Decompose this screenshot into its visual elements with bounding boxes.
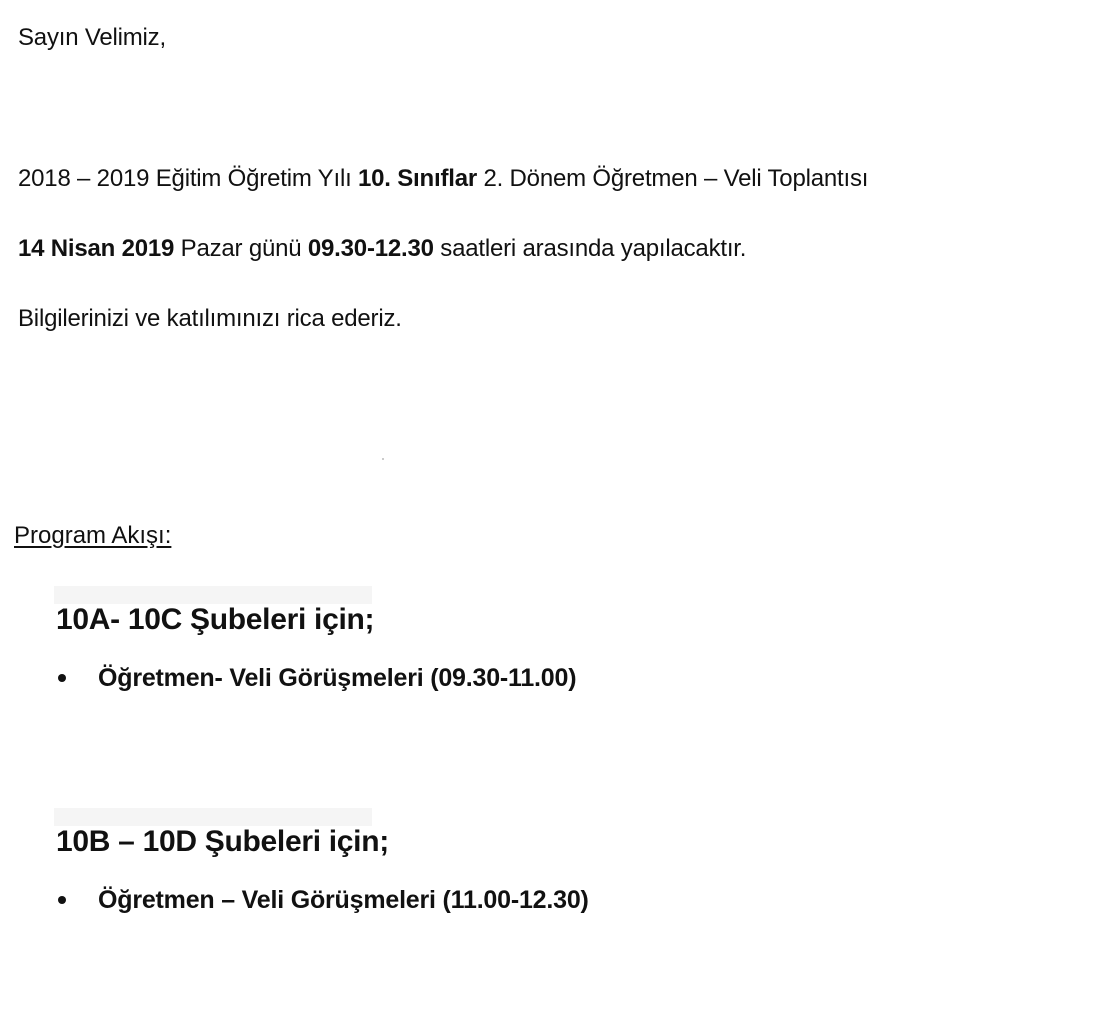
list-item-text: Öğretmen- Veli Görüşmeleri (09.30-11.00) [98, 664, 577, 692]
scan-speck [382, 458, 384, 460]
meeting-date: 14 Nisan 2019 [18, 235, 175, 262]
list-item [58, 660, 576, 696]
bullet-icon [58, 896, 66, 904]
announcement-grade: 10. Sınıflar [358, 165, 477, 192]
announcement-line-2 [18, 233, 746, 265]
section-heading-10a-10c: 10A- 10C Şubeleri için; [56, 603, 375, 636]
announcement-line-2-part-2: saatleri arasında yapılacaktır. [433, 235, 747, 262]
section-heading-10b-10d: 10B – 10D Şubeleri için; [56, 825, 389, 858]
list-item-text: Öğretmen – Veli Görüşmeleri (11.00-12.30) [98, 886, 589, 914]
announcement-line-1 [18, 163, 868, 195]
announcement-line-1-part-2: 2. Dönem Öğretmen – Veli Toplantısı [477, 165, 869, 192]
announcement-line-2-part-1: Pazar günü [174, 235, 308, 262]
bullet-icon [58, 674, 66, 682]
meeting-time: 09.30-12.30 [307, 235, 434, 262]
closing-request: Bilgilerinizi ve katılımınızı rica ederiz. [18, 305, 402, 332]
program-title: Program Akışı: [14, 522, 172, 549]
announcement-line-1-part-1: 2018 – 2019 Eğitim Öğretim Yılı [18, 165, 359, 192]
list-item [58, 882, 589, 918]
greeting: Sayın Velimiz, [18, 24, 166, 51]
